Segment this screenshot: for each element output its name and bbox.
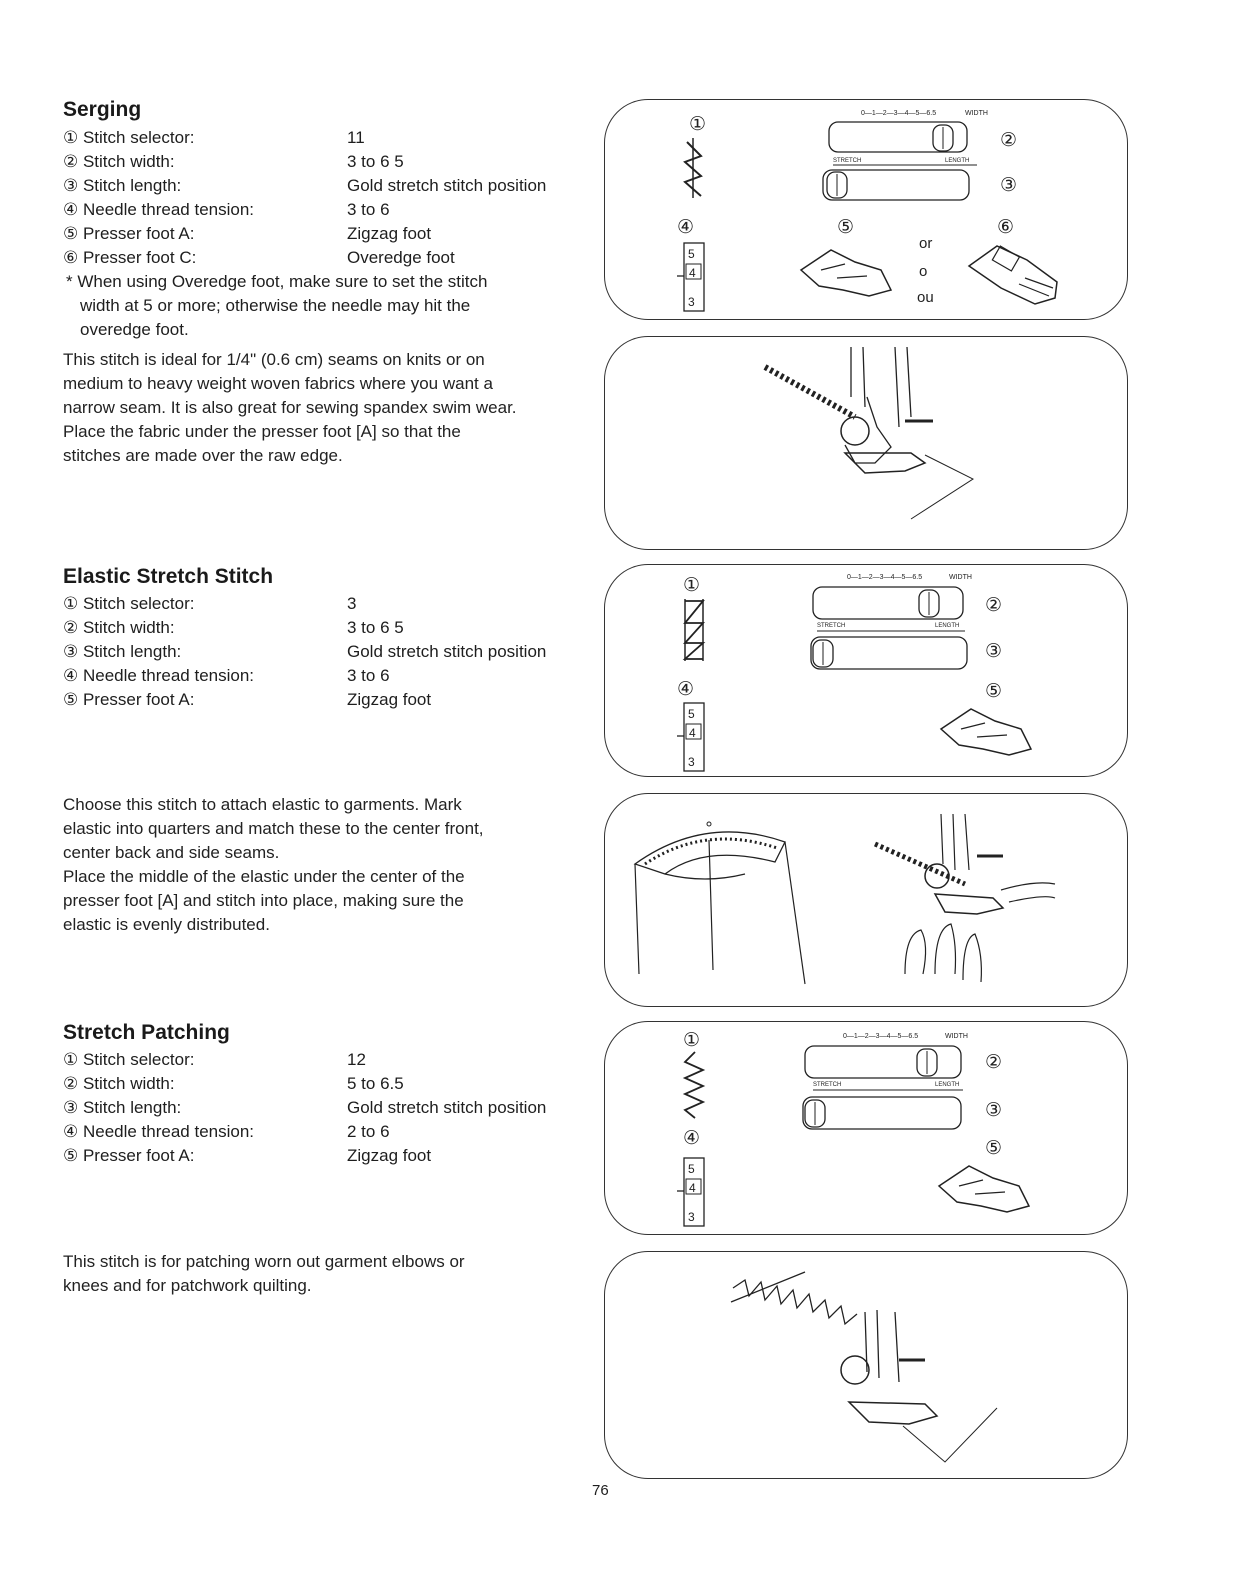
spec-label: ② Stitch width: [63,1074,175,1093]
callout-number: ③ [985,641,1003,662]
paragraph-line: center back and side seams. [63,843,280,862]
serging-title: Serging [63,98,142,121]
callout-number: ① [683,575,701,596]
spec-value: 3 to 6 [347,666,390,685]
spec-value: 3 to 6 [347,200,390,219]
elastic-settings-diagram [604,564,1128,777]
spec-label: ③ Stitch length: [63,176,182,195]
callout-number: ⑥ [997,217,1015,238]
svg-text:4: 4 [689,726,696,740]
length-label: LENGTH [945,158,970,164]
svg-text:3: 3 [688,1210,695,1224]
spec-label: ① Stitch selector: [63,128,195,147]
width-label: WIDTH [949,574,972,581]
presser-foot-a-icon [941,709,1031,755]
spec-value: 12 [347,1050,366,1069]
spec-row [63,246,603,270]
stretch-label: STRETCH [833,158,862,164]
svg-text:0—1—2—3—4—5—6.5: 0—1—2—3—4—5—6.5 [847,574,923,581]
spec-row [63,664,603,688]
patch-stitch-icon [733,1280,857,1324]
spec-value: 3 to 6 5 [347,618,404,637]
width-label: WIDTH [965,110,988,117]
paragraph-line: Place the fabric under the presser foot [A] so that the [63,422,461,441]
spec-row [63,222,603,246]
stretch-label: STRETCH [813,1082,842,1088]
spec-label: ⑤ Presser foot A: [63,224,195,243]
elastic-sewing-illustration [604,793,1128,1007]
spec-value: 11 [347,128,365,147]
spec-value: 3 to 6 5 [347,152,404,171]
spec-label: ① Stitch selector: [63,594,195,613]
presser-foot-c-icon [969,246,1057,304]
stitch-pattern-icon [685,1052,703,1118]
presser-foot-icon [849,1402,937,1424]
elastic-specs [63,592,603,712]
paragraph-line: elastic into quarters and match these to the center front, [63,819,484,838]
paragraph-line: Choose this stitch to attach elastic to garments. Mark [63,795,462,814]
svg-text:5: 5 [688,1162,695,1176]
svg-text:3: 3 [688,295,695,309]
callout-number: ⑤ [837,217,855,238]
spec-label: ③ Stitch length: [63,642,182,661]
spec-row [63,1048,603,1072]
paragraph-line: This stitch is ideal for 1/4" (0.6 cm) seams on knits or on [63,350,485,369]
spec-row [63,1120,603,1144]
spec-row [63,1096,603,1120]
length-label: LENGTH [935,1082,960,1088]
paragraph-line: medium to heavy weight woven fabrics where you want a [63,374,493,393]
presser-foot-a-icon [801,250,891,296]
spec-label: ② Stitch width: [63,618,175,637]
svg-text:4: 4 [689,1181,696,1195]
paragraph-line: presser foot [A] and stitch into place, making sure the [63,891,464,910]
spec-value: Zigzag foot [347,1146,432,1165]
spec-label: ③ Stitch length: [63,1098,182,1117]
callout-number: ⑤ [985,1138,1003,1159]
spec-label: ④ Needle thread tension: [63,666,255,685]
presser-foot-screw-icon [841,417,869,445]
note-line: overedge foot. [80,320,189,339]
hand-icon [905,924,981,982]
page-number: 76 [592,1482,609,1499]
paragraph-line: knees and for patchwork quilting. [63,1276,312,1295]
patching-specs [63,1048,603,1168]
spec-value: Gold stretch stitch position [347,1098,547,1117]
spec-label: ① Stitch selector: [63,1050,195,1069]
callout-number: ② [1000,130,1018,151]
spec-row [63,688,603,712]
spec-row [63,150,603,174]
presser-foot-a-icon [939,1166,1029,1212]
spec-row [63,126,603,150]
svg-text:5: 5 [688,247,695,261]
spec-row [63,1072,603,1096]
spec-label: ④ Needle thread tension: [63,1122,255,1141]
callout-number: ② [985,1052,1003,1073]
spec-row [63,616,603,640]
spec-row [63,640,603,664]
callout-number: ④ [683,1128,701,1149]
paragraph-line: This stitch is for patching worn out garment elbows or [63,1252,465,1271]
paragraph-line: stitches are made over the raw edge. [63,446,343,465]
svg-text:3: 3 [688,755,695,769]
note-line: * When using Overedge foot, make sure to set the stitch [66,272,488,291]
patching-settings-diagram [604,1021,1128,1235]
spec-value: Zigzag foot [347,224,432,243]
callout-number: ① [689,114,707,135]
paragraph-line: elastic is evenly distributed. [63,915,270,934]
callout-number: ③ [1000,175,1018,196]
callout-number: ④ [677,679,695,700]
callout-number: ③ [985,1100,1003,1121]
width-dial-icon [813,587,963,619]
serging-description [63,348,517,468]
spec-row [63,174,603,198]
callout-number: ⑤ [985,681,1003,702]
spec-value: 3 [347,594,357,613]
width-dial-icon [829,122,967,152]
svg-text:0—1—2—3—4—5—6.5: 0—1—2—3—4—5—6.5 [843,1033,919,1040]
width-label: WIDTH [945,1033,968,1040]
elastic-description [63,793,484,937]
serging-sewing-illustration [604,336,1128,550]
spec-label: ④ Needle thread tension: [63,200,255,219]
spec-label: ⑥ Presser foot C: [63,248,197,267]
note-line: width at 5 or more; otherwise the needle may hit the [80,296,471,315]
stretch-label: STRETCH [817,623,846,629]
patching-description [63,1250,465,1298]
or-word: o [919,263,928,280]
spec-label: ② Stitch width: [63,152,175,171]
svg-text:4: 4 [689,266,696,280]
patching-title: Stretch Patching [63,1021,230,1044]
stitch-pattern-icon [685,601,703,659]
paragraph-line: Place the middle of the elastic under the center of the [63,867,465,886]
spec-value: Overedge foot [347,248,455,267]
spec-value: Gold stretch stitch position [347,642,547,661]
elastic-title: Elastic Stretch Stitch [63,565,274,588]
spec-value: 2 to 6 [347,1122,390,1141]
length-dial-icon [811,637,967,669]
spec-value: Gold stretch stitch position [347,176,547,195]
serging-note [66,270,487,342]
spec-value: Zigzag foot [347,690,432,709]
callout-number: ① [683,1030,701,1051]
presser-foot-screw-icon [925,864,949,888]
svg-text:5: 5 [688,707,695,721]
paragraph-line: narrow seam. It is also great for sewing spandex swim wear. [63,398,517,417]
spec-row [63,592,603,616]
or-word: ou [917,289,934,306]
callout-number: ④ [677,217,695,238]
spec-row [63,198,603,222]
spec-value: 5 to 6.5 [347,1074,404,1093]
or-word: or [919,235,933,252]
serging-settings-diagram [604,99,1128,320]
callout-number: ② [985,595,1003,616]
spec-label: ⑤ Presser foot A: [63,690,195,709]
length-dial-icon [803,1097,961,1129]
presser-foot-icon [935,894,1003,914]
length-label: LENGTH [935,623,960,629]
spec-row [63,1144,603,1168]
svg-text:0—1—2—3—4—5—6.5: 0—1—2—3—4—5—6.5 [861,110,937,117]
serging-specs [63,126,603,270]
presser-foot-screw-icon [841,1356,869,1384]
spec-label: ⑤ Presser foot A: [63,1146,195,1165]
patching-sewing-illustration [604,1251,1128,1479]
